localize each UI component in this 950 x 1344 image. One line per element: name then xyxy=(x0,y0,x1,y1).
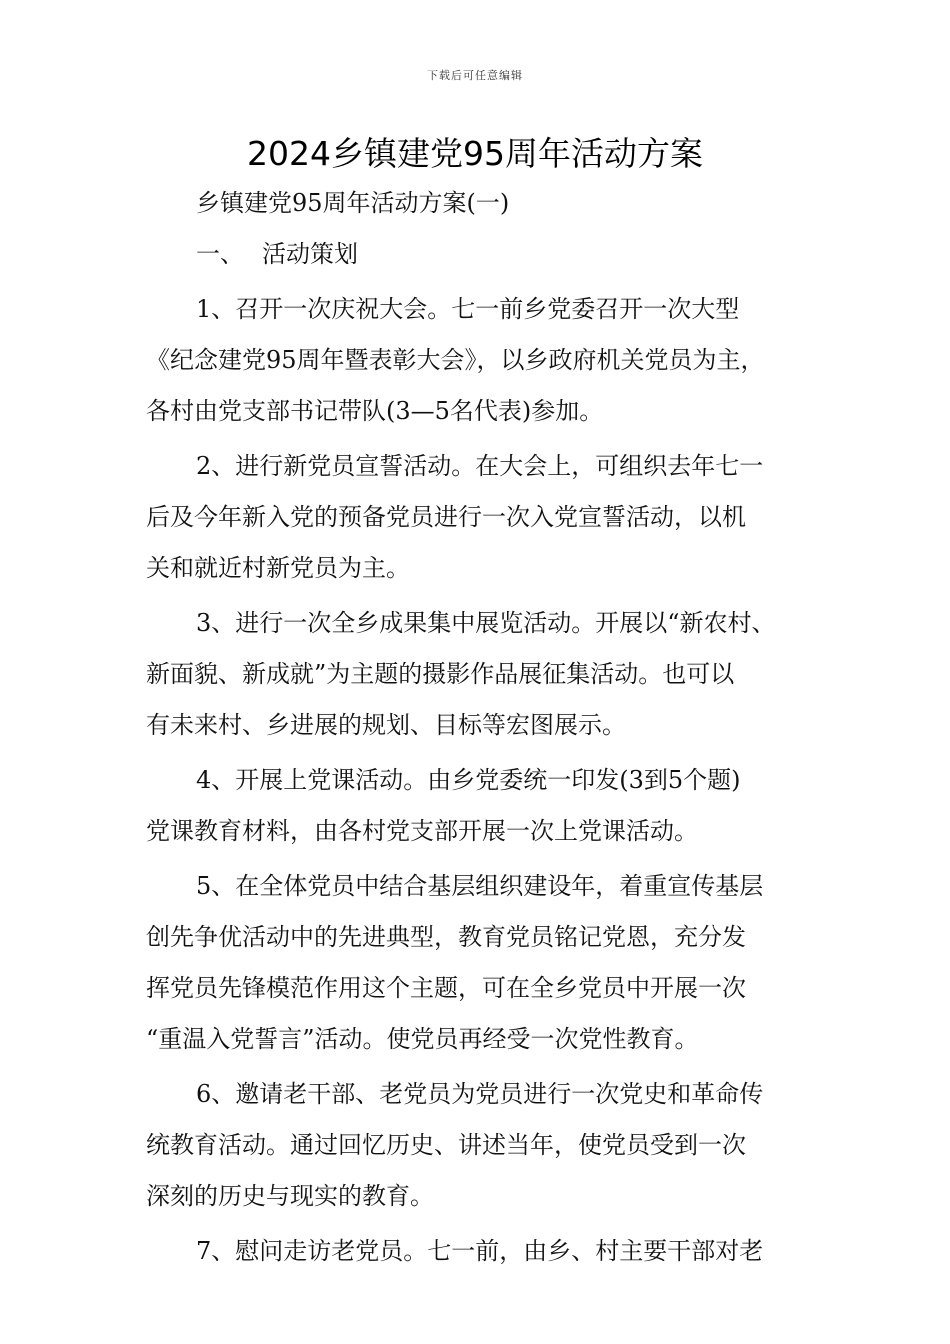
item-5 xyxy=(146,861,812,1065)
paragraph-line: 统教育活动。通过回忆历史、讲述当年，使党员受到一次 xyxy=(146,1131,746,1159)
paragraph-line: 6、邀请老干部、老党员为党员进行一次党史和革命传 xyxy=(196,1080,764,1108)
document-body xyxy=(146,178,812,1277)
paragraph-line: 有未来村、乡进展的规划、目标等宏图展示。 xyxy=(146,711,626,739)
paragraph-line: 新面貌、新成就”为主题的摄影作品展征集活动。也可以 xyxy=(146,660,735,688)
paragraph-line: 深刻的历史与现实的教育。 xyxy=(146,1182,434,1210)
item-4 xyxy=(146,755,812,857)
paragraph-line: 创先争优活动中的先进典型，教育党员铭记党恩，充分发 xyxy=(146,923,746,951)
section-heading xyxy=(146,229,812,280)
section-label: 活动策划 xyxy=(262,240,358,268)
paragraph-line: 7、慰问走访老党员。七一前，由乡、村主要干部对老 xyxy=(196,1237,764,1265)
item-3 xyxy=(146,598,812,751)
page-title: 2024乡镇建党95周年活动方案 xyxy=(247,134,703,173)
paragraph-line: 挥党员先锋模范作用这个主题，可在全乡党员中开展一次 xyxy=(146,974,746,1002)
paragraph-line: 后及今年新入党的预备党员进行一次入党宣誓活动，以机 xyxy=(146,503,746,531)
paragraph-line: “重温入党誓言”活动。使党员再经受一次党性教育。 xyxy=(146,1025,699,1053)
paragraph-line: 党课教育材料，由各村党支部开展一次上党课活动。 xyxy=(146,817,698,845)
item-2 xyxy=(146,441,812,594)
paragraph-line: 4、开展上党课活动。由乡党委统一印发(3到5个题) xyxy=(196,766,741,794)
paragraph-line: 关和就近村新党员为主。 xyxy=(146,554,410,582)
item-1 xyxy=(146,284,812,437)
paragraph-line: 5、在全体党员中结合基层组织建设年，着重宣传基层 xyxy=(196,872,764,900)
paragraph-line: 各村由党支部书记带队(3—5名代表)参加。 xyxy=(146,397,604,425)
item-6 xyxy=(146,1069,812,1222)
section-number: 一、 xyxy=(196,240,244,268)
paragraph-line: 1、召开一次庆祝大会。七一前乡党委召开一次大型 xyxy=(196,295,740,323)
paragraph-line: 2、进行新党员宣誓活动。在大会上，可组织去年七一 xyxy=(196,452,764,480)
item-7 xyxy=(146,1226,812,1277)
paragraph-line: 3、进行一次全乡成果集中展览活动。开展以“新农村、 xyxy=(196,609,776,637)
header-note: 下载后可任意编辑 xyxy=(427,69,523,82)
subtitle: 乡镇建党95周年活动方案(一) xyxy=(196,189,510,217)
paragraph-line: 《纪念建党95周年暨表彰大会》，以乡政府机关党员为主， xyxy=(146,346,765,374)
